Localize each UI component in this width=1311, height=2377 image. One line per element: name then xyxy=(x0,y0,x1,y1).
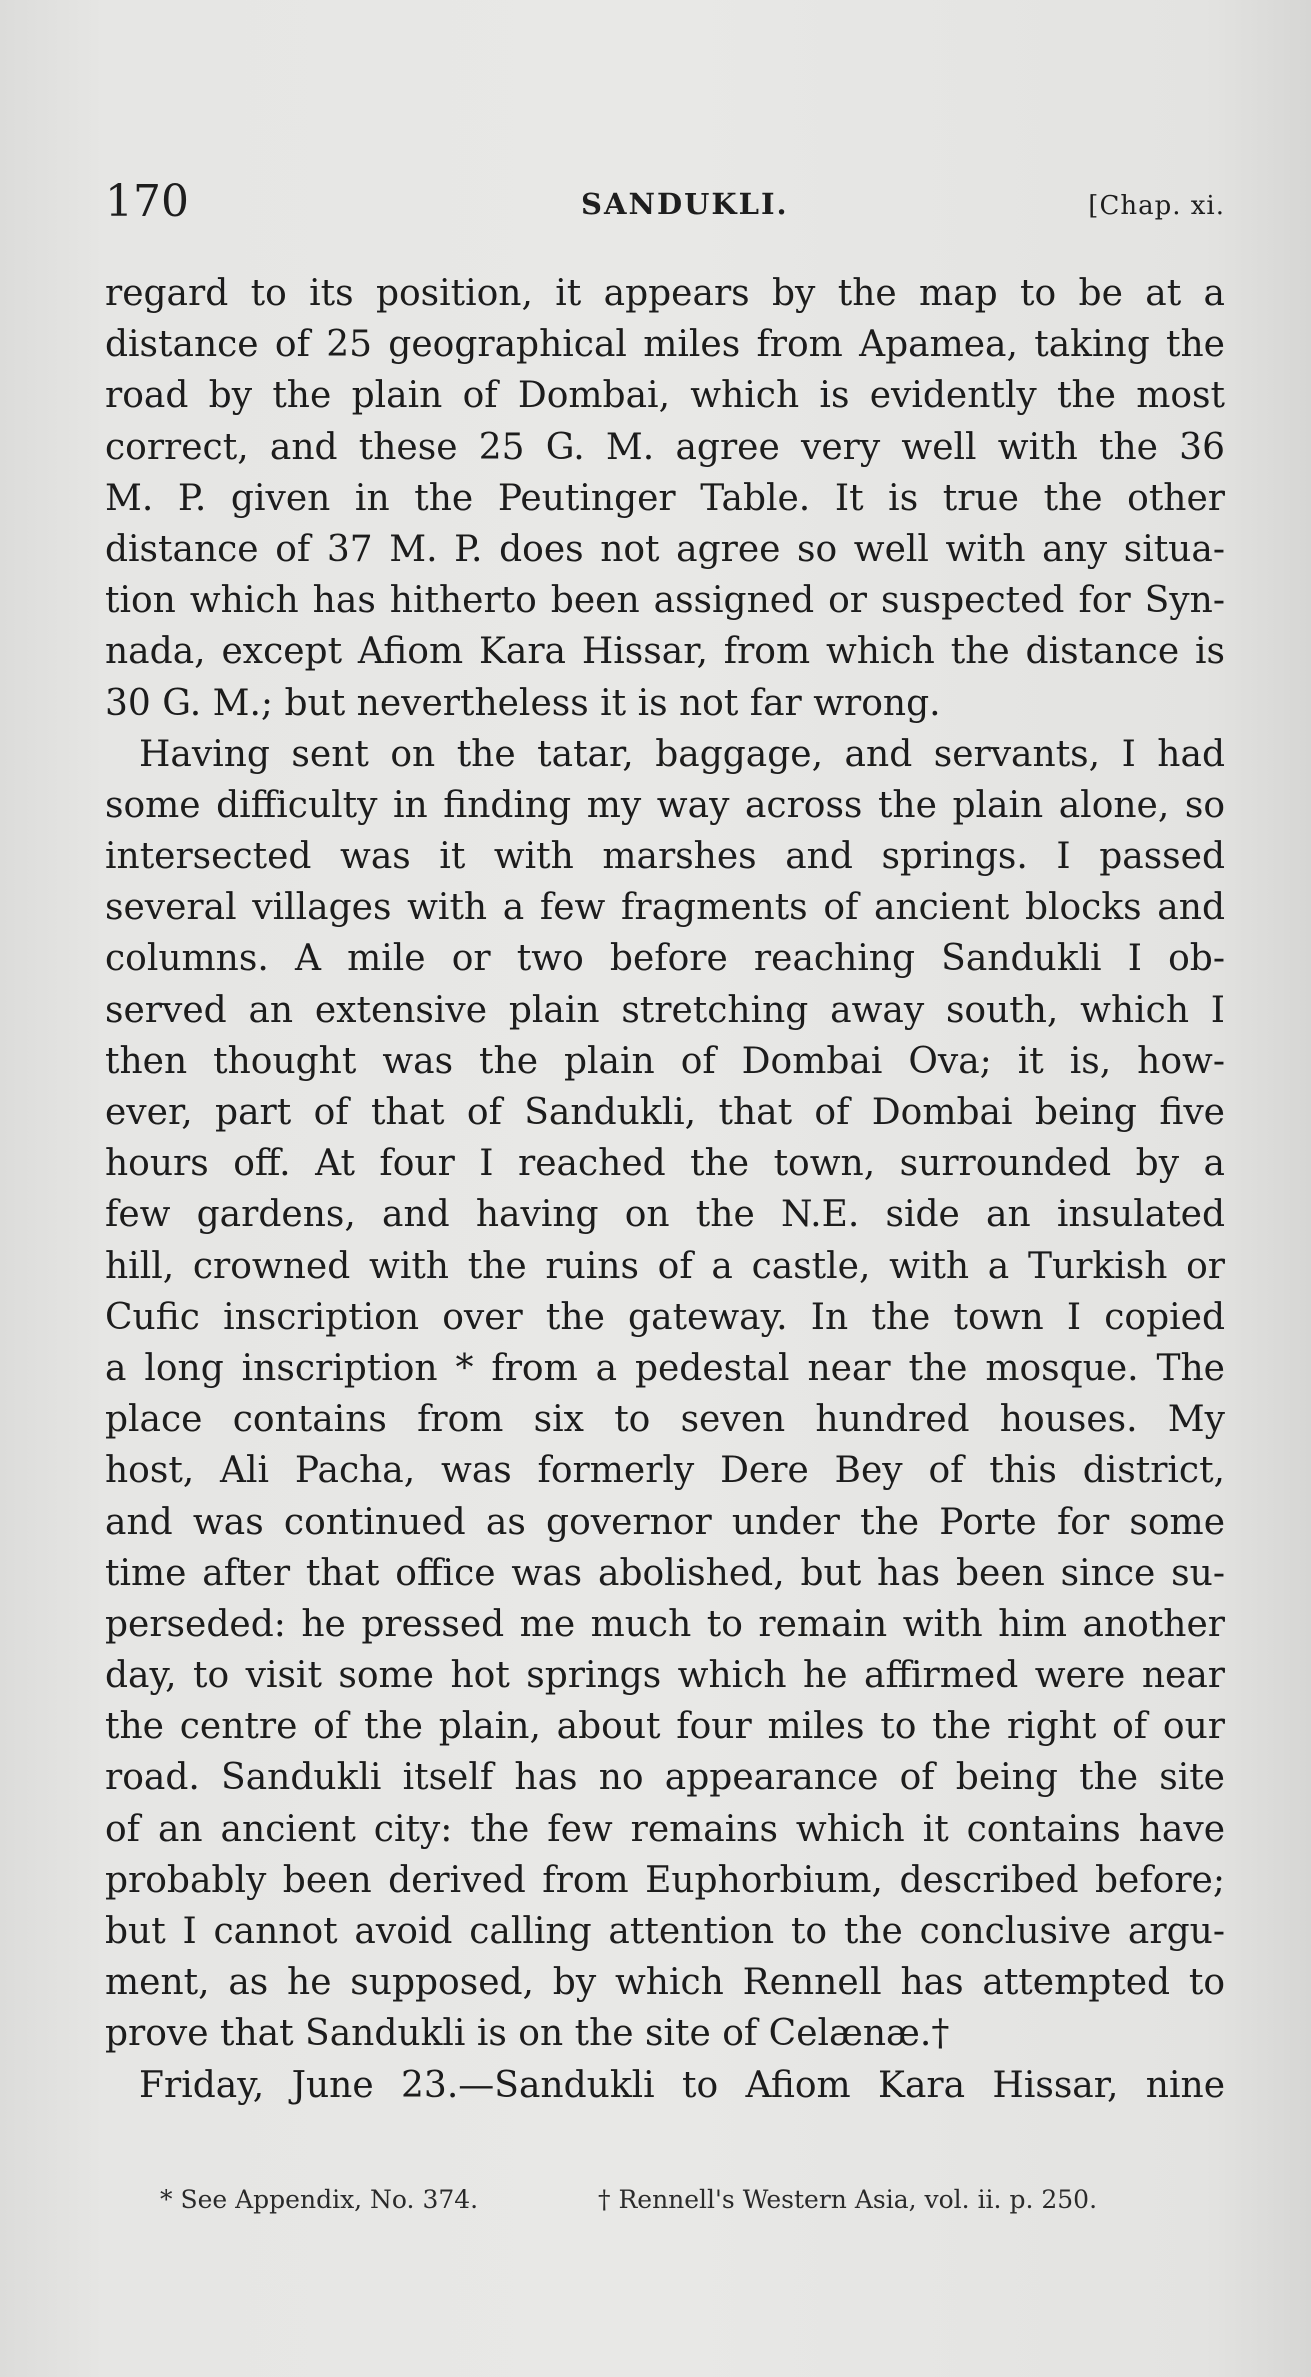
text-line: ever, part of that of Sandukli, that of Dombai being five xyxy=(105,1092,1225,1133)
text-line: the centre of the plain, about four miles to the right of our xyxy=(105,1706,1225,1748)
page-number: 170 xyxy=(105,176,189,227)
chapter-reference: [Chap. xi. xyxy=(1088,191,1225,221)
text-line: regard to its position, it appears by the map to be at a xyxy=(105,273,1225,314)
text-line: road. Sandukli itself has no appearance of being the site xyxy=(105,1757,1225,1799)
text-line: time after that office was abolished, but has been since su- xyxy=(105,1552,1225,1594)
text-line: hours off. At four I reached the town, surrounded by a xyxy=(105,1143,1225,1185)
text-line: Friday, June 23.—Sandukli to Afiom Kara Hissar, nine xyxy=(139,2064,1225,2106)
text-line: tion which has hitherto been assigned or suspected for Syn- xyxy=(105,580,1225,622)
text-line: hill, crowned with the ruins of a castle, with a Turkish or xyxy=(105,1245,1225,1287)
text-line: host, Ali Pacha, was formerly Dere Bey of this district, xyxy=(105,1450,1225,1492)
text-line: of an ancient city: the few remains which it contains have xyxy=(105,1808,1225,1850)
footnote-rennell: † Rennell's Western Asia, vol. ii. p. 250. xyxy=(598,2185,1098,2214)
text-line: 30 G. M.; but nevertheless it is not far wrong. xyxy=(105,682,941,724)
text-line: place contains from six to seven hundred houses. My xyxy=(105,1399,1225,1441)
text-line: distance of 25 geographical miles from Apamea, taking the xyxy=(105,324,1225,366)
text-line: Having sent on the tatar, baggage, and servants, I had xyxy=(139,733,1225,775)
text-line: distance of 37 M. P. does not agree so well with any situa- xyxy=(105,528,1225,570)
text-line: and was continued as governor under the Porte for some xyxy=(105,1501,1225,1543)
running-title: SANDUKLI. xyxy=(581,187,789,221)
text-line: road by the plain of Dombai, which is evidently the most xyxy=(105,375,1225,417)
text-line: several villages with a few fragments of ancient blocks and xyxy=(105,887,1225,929)
text-line: nada, except Afiom Kara Hissar, from which the distance is xyxy=(105,631,1225,673)
text-line: ment, as he supposed, by which Rennell has attempted to xyxy=(105,1962,1225,2004)
text-line: probably been derived from Euphorbium, described before; xyxy=(105,1859,1225,1901)
text-line: served an extensive plain stretching away south, which I xyxy=(105,989,1225,1031)
text-line: intersected was it with marshes and springs. I passed xyxy=(105,836,1225,878)
text-line: day, to visit some hot springs which he affirmed were near xyxy=(105,1655,1225,1697)
text-line: correct, and these 25 G. M. agree very well with the 36 xyxy=(105,426,1225,468)
text-line: M. P. given in the Peutinger Table. It is true the other xyxy=(105,477,1225,519)
text-line: a long inscription * from a pedestal near the mosque. The xyxy=(105,1347,1225,1389)
text-line: Cufic inscription over the gateway. In the town I copied xyxy=(105,1296,1225,1338)
page-header xyxy=(105,172,1225,232)
footnote-appendix: * See Appendix, No. 374. xyxy=(160,2185,479,2214)
text-line: but I cannot avoid calling attention to the conclusive argu- xyxy=(105,1911,1225,1952)
body-text xyxy=(105,268,1225,2111)
text-line: then thought was the plain of Dombai Ova; it is, how- xyxy=(105,1040,1225,1082)
text-line: prove that Sandukli is on the site of Celænæ.† xyxy=(105,2013,950,2055)
text-line: columns. A mile or two before reaching Sandukli I ob- xyxy=(105,938,1225,980)
text-line: perseded: he pressed me much to remain with him another xyxy=(105,1603,1225,1645)
text-line: some difficulty in finding my way across the plain alone, so xyxy=(105,784,1225,826)
text-line: few gardens, and having on the N.E. side an insulated xyxy=(105,1194,1225,1236)
